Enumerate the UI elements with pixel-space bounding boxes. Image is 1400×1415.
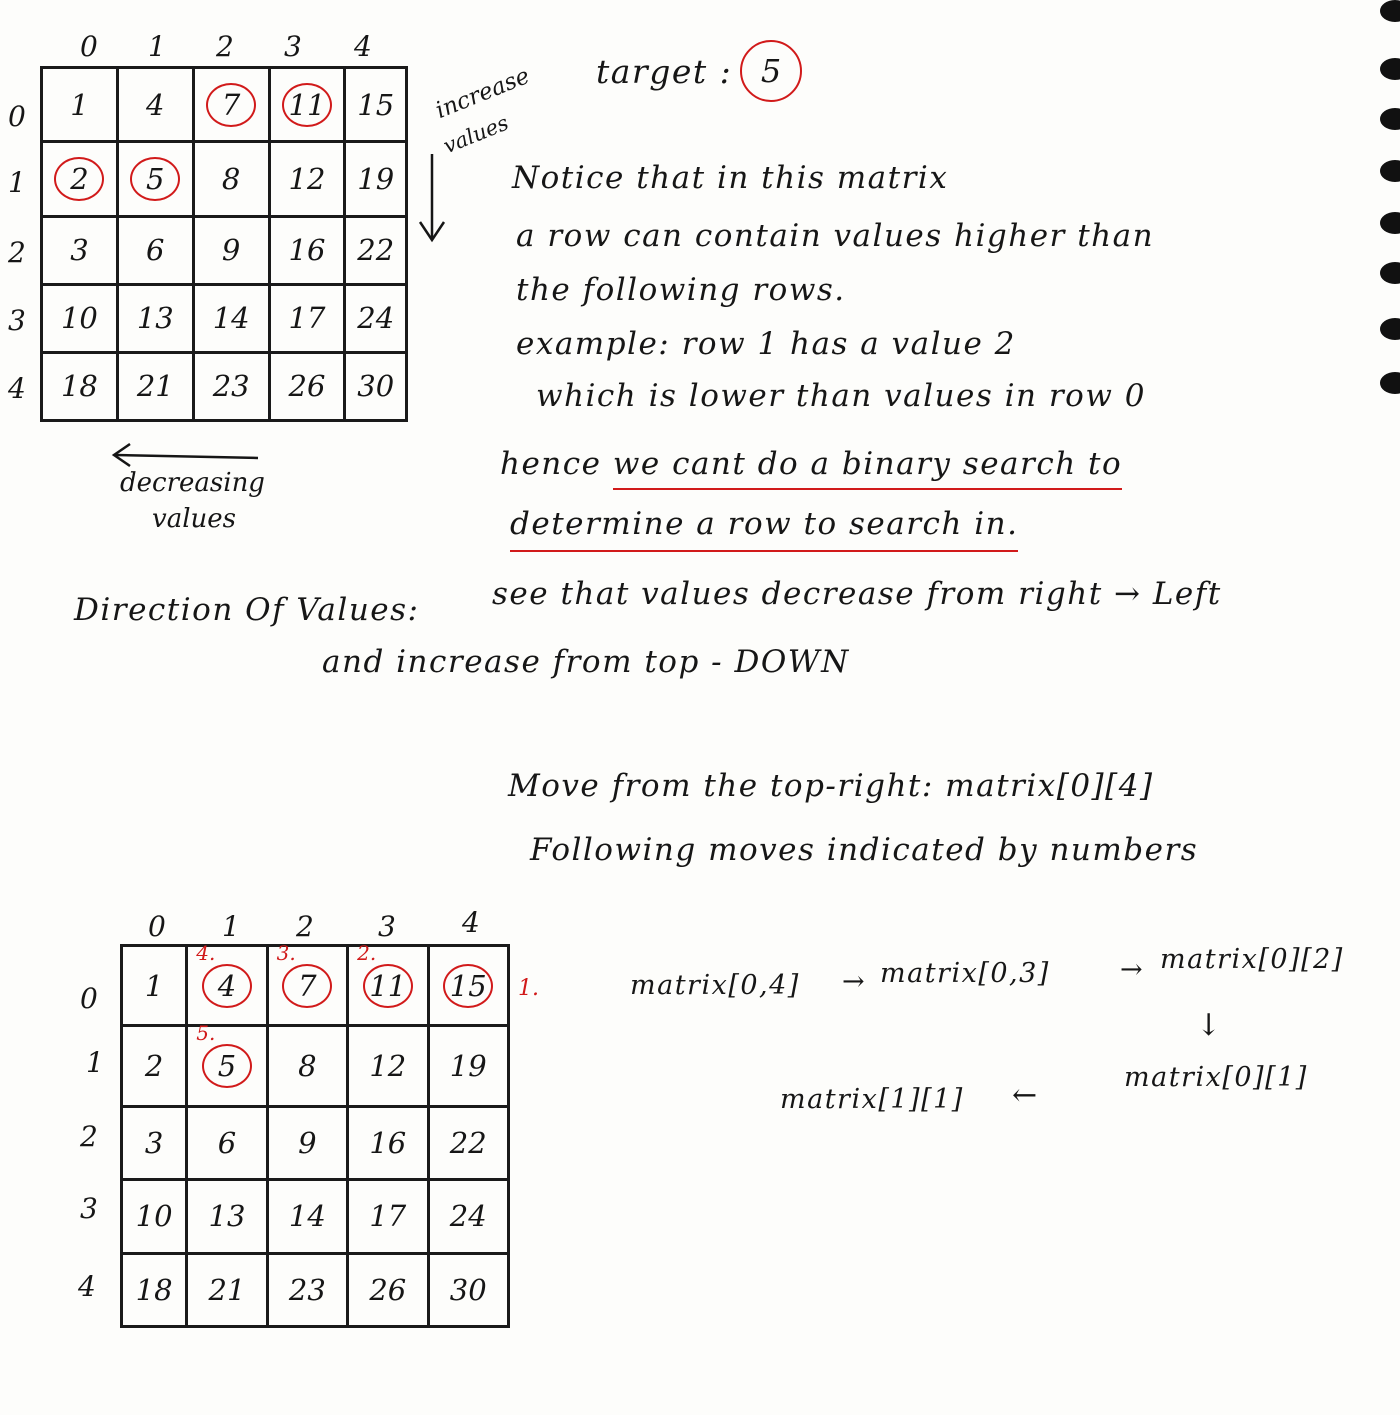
direction-text-2: and increase from top - DOWN — [322, 644, 850, 680]
path-arrow-2: → — [1120, 954, 1145, 985]
decreasing-label-values: values — [152, 504, 236, 534]
matrix-row — [122, 1253, 509, 1327]
matrix-row — [122, 946, 509, 1026]
target-value: 5 — [740, 40, 802, 102]
cell-value: 16 — [288, 233, 326, 268]
cell-value: 24 — [449, 1199, 487, 1234]
note-line-6-underlined: we cant do a binary search to — [613, 446, 1122, 490]
decreasing-label: decreasing — [120, 468, 265, 498]
matrix-cell — [348, 1026, 428, 1106]
matrix-cell — [267, 1253, 347, 1327]
matrix-row — [42, 142, 407, 216]
increase-label: increase — [432, 62, 534, 125]
path-step-5: matrix[1][1] — [780, 1084, 964, 1115]
cell-value: 18 — [135, 1272, 173, 1307]
col-index: 3 — [284, 30, 302, 63]
note-line-5: which is lower than values in row 0 — [536, 378, 1146, 414]
path-step-4: matrix[0][1] — [1124, 1062, 1308, 1093]
moves-line-1: Move from the top-right: matrix[0][4] — [508, 768, 1154, 804]
matrix-cell — [42, 284, 118, 352]
cell-value: 3 — [70, 233, 89, 268]
cell-value: 6 — [146, 233, 165, 268]
row-index: 0 — [80, 982, 98, 1015]
matrix-cell — [267, 1180, 347, 1253]
matrix-cell — [187, 1106, 267, 1179]
cell-value: 1 — [144, 968, 164, 1003]
matrix-cell — [187, 1180, 267, 1253]
note-line-4: example: row 1 has a value 2 — [516, 326, 1016, 362]
matrix-cell — [193, 68, 269, 142]
circled-cell-value: 7 — [206, 83, 256, 127]
matrix-cell — [187, 941, 267, 1026]
circled-cell-value: 11 — [282, 83, 332, 127]
matrix-cell — [42, 216, 118, 284]
matrix-cell — [117, 352, 193, 420]
cell-value: 19 — [449, 1048, 487, 1083]
matrix-cell — [269, 216, 345, 284]
matrix-cell — [42, 68, 118, 142]
matrix-cell — [269, 142, 345, 216]
matrix-cell — [117, 68, 193, 142]
matrix-cell — [269, 284, 345, 352]
matrix-row — [42, 284, 407, 352]
matrix-cell — [348, 941, 428, 1026]
circled-cell-value: 5 — [202, 1044, 252, 1088]
col-index: 4 — [462, 906, 480, 939]
cell-value: 18 — [60, 369, 98, 404]
note-line-2: a row can contain values higher than — [516, 218, 1155, 254]
cell-value: 8 — [221, 162, 241, 197]
matrix-cell — [348, 1253, 428, 1327]
cell-value: 15 — [357, 87, 395, 122]
note-line-6-pre: hence — [500, 446, 613, 482]
cell-value: 24 — [357, 301, 395, 336]
matrix-row — [122, 1026, 509, 1106]
cell-value: 8 — [298, 1048, 317, 1083]
step-number-label: 3. — [276, 941, 296, 965]
cell-value: 23 — [288, 1272, 326, 1307]
note-line-3: the following rows. — [516, 272, 846, 308]
matrix-cell — [187, 1253, 267, 1327]
col-index: 3 — [378, 910, 396, 943]
matrix-cell — [428, 1106, 508, 1179]
cell-value: 10 — [135, 1199, 173, 1234]
ring-hole-icon — [1380, 372, 1400, 394]
col-index: 0 — [80, 30, 98, 63]
cell-value: 9 — [298, 1125, 317, 1160]
row-index: 3 — [80, 1192, 98, 1225]
circled-cell-value: 5 — [130, 157, 180, 201]
ring-hole-icon — [1380, 108, 1400, 130]
note-line-1: Notice that in this matrix — [512, 160, 949, 196]
cell-value: 14 — [288, 1199, 326, 1234]
matrix-row — [122, 1106, 509, 1179]
ring-hole-icon — [1380, 262, 1400, 284]
cell-value: 13 — [136, 301, 174, 336]
matrix-cell — [269, 68, 345, 142]
increase-label-values: values — [440, 110, 512, 159]
ring-hole-icon — [1380, 0, 1400, 22]
path-arrow-down: ↓ — [1196, 1008, 1223, 1043]
circled-cell-value: 15 — [443, 964, 493, 1008]
cell-value: 9 — [221, 233, 241, 268]
row-index: 1 — [86, 1046, 104, 1079]
row-index: 2 — [8, 236, 26, 269]
matrix-cell — [345, 284, 407, 352]
row-index: 4 — [78, 1270, 96, 1303]
note-line-6 — [500, 446, 1122, 482]
cell-value: 12 — [288, 162, 326, 197]
matrix-row — [42, 68, 407, 142]
step-number-label: 2. — [357, 941, 377, 965]
row-index: 4 — [8, 372, 26, 405]
path-step-1: matrix[0,4] — [630, 970, 800, 1001]
cell-value: 30 — [449, 1272, 487, 1307]
cell-value: 1 — [70, 87, 89, 122]
matrix-cell — [267, 1106, 347, 1179]
matrix-cell — [267, 941, 347, 1026]
matrix-cell — [117, 142, 193, 216]
matrix-cell — [122, 1026, 187, 1106]
cell-value: 21 — [136, 369, 174, 404]
matrix-row — [122, 1180, 509, 1253]
cell-value: 16 — [369, 1125, 407, 1160]
matrix-top-grid — [40, 66, 408, 422]
col-index: 0 — [148, 910, 166, 943]
row-index: 3 — [8, 304, 26, 337]
circled-cell-value: 11 — [363, 964, 413, 1008]
cell-value: 17 — [369, 1199, 407, 1234]
matrix-cell — [348, 1180, 428, 1253]
matrix-bottom-grid — [120, 941, 510, 1328]
matrix-cell — [428, 946, 508, 1026]
ring-hole-icon — [1380, 318, 1400, 340]
cell-value: 6 — [217, 1125, 237, 1160]
cell-value: 21 — [208, 1272, 246, 1307]
target-label: target : — [596, 52, 733, 91]
cell-value: 22 — [357, 233, 395, 268]
left-arrow-icon — [108, 440, 268, 470]
circled-cell-value: 4 — [202, 964, 252, 1008]
cell-value: 26 — [369, 1272, 407, 1307]
matrix-cell — [345, 142, 407, 216]
col-index: 2 — [216, 30, 234, 63]
matrix-row — [42, 352, 407, 420]
matrix-cell — [193, 216, 269, 284]
cell-value: 4 — [146, 87, 165, 122]
cell-value: 13 — [208, 1199, 246, 1234]
path-step-2: matrix[0,3] — [880, 958, 1050, 989]
matrix-cell — [193, 352, 269, 420]
matrix-cell — [122, 1253, 187, 1327]
note-line-7-underlined: determine a row to search in. — [510, 506, 1018, 552]
matrix-cell — [122, 1180, 187, 1253]
matrix-cell — [193, 142, 269, 216]
col-index: 4 — [354, 30, 372, 63]
matrix-cell — [117, 216, 193, 284]
ring-hole-icon — [1380, 58, 1400, 80]
matrix-cell — [42, 142, 118, 216]
ring-hole-icon — [1380, 160, 1400, 182]
cell-value: 14 — [212, 301, 250, 336]
path-arrow-left: ← — [1012, 1078, 1039, 1113]
path-step-3: matrix[0][2] — [1160, 944, 1344, 975]
ring-hole-icon — [1380, 212, 1400, 234]
matrix-cell — [428, 1253, 508, 1327]
circled-cell-value: 7 — [282, 964, 332, 1008]
direction-label: Direction Of Values: — [74, 592, 420, 628]
col-index: 1 — [148, 30, 166, 63]
step-number-label: 4. — [196, 941, 216, 965]
col-index: 1 — [222, 910, 240, 943]
cell-value: 17 — [288, 301, 326, 336]
matrix-cell — [345, 352, 407, 420]
matrix-cell — [122, 946, 187, 1026]
matrix-cell — [269, 352, 345, 420]
matrix-cell — [428, 1026, 508, 1106]
moves-line-2: Following moves indicated by numbers — [530, 832, 1199, 868]
cell-value: 22 — [449, 1125, 487, 1160]
matrix-row — [42, 216, 407, 284]
cell-value: 10 — [60, 301, 98, 336]
cell-value: 30 — [357, 369, 395, 404]
note-line-7 — [510, 506, 1018, 542]
cell-value: 23 — [212, 369, 250, 404]
matrix-cell — [428, 1180, 508, 1253]
cell-value: 26 — [288, 369, 326, 404]
down-arrow-icon — [410, 150, 450, 250]
cell-value: 3 — [144, 1125, 164, 1160]
matrix-cell — [187, 1021, 267, 1106]
cell-value: 12 — [369, 1048, 407, 1083]
path-arrow-1: → — [842, 966, 867, 997]
row-index: 0 — [8, 100, 26, 133]
row-index: 1 — [8, 166, 26, 199]
matrix-cell — [345, 68, 407, 142]
col-index: 2 — [296, 910, 314, 943]
row-index: 2 — [80, 1120, 98, 1153]
matrix-cell — [267, 1026, 347, 1106]
step-number-label: 5. — [196, 1021, 216, 1046]
matrix-cell — [348, 1106, 428, 1179]
direction-text-1: see that values decrease from right → Left — [492, 576, 1222, 612]
matrix-cell — [42, 352, 118, 420]
matrix-cell — [193, 284, 269, 352]
cell-value: 19 — [357, 162, 395, 197]
matrix-cell — [117, 284, 193, 352]
step-one-label: 1. — [518, 976, 539, 1001]
cell-value: 2 — [144, 1048, 164, 1083]
matrix-cell — [122, 1106, 187, 1179]
circled-cell-value: 2 — [54, 157, 104, 201]
matrix-cell — [345, 216, 407, 284]
